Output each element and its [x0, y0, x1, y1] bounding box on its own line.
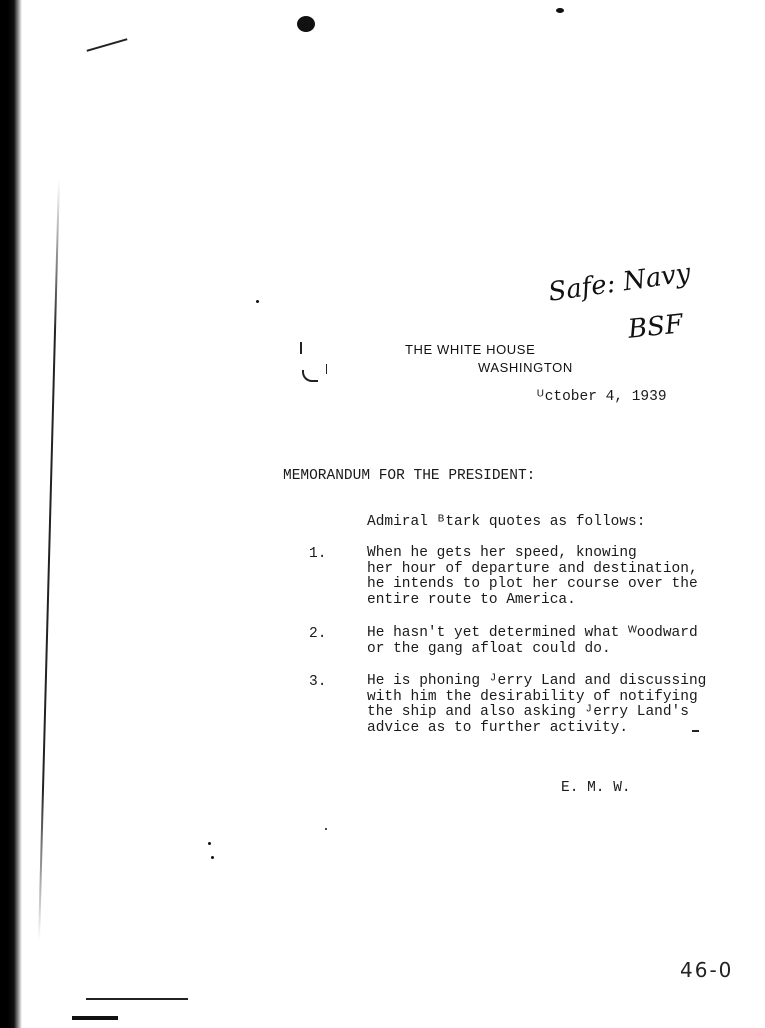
item-text: He is phoning ᴶerry Land and discussing with him the desirability of notifying the ship and also asking ᴶerry Land's advice as to further activity. — [367, 673, 707, 736]
stray-dash — [692, 730, 699, 732]
item-text: He hasn't yet determined what ᵂoodward or the gang afloat could do. — [367, 625, 698, 657]
bottom-stroke — [72, 1016, 118, 1020]
speck-mark — [556, 8, 564, 13]
item-number: 1. — [309, 546, 327, 562]
speck-mark — [211, 856, 214, 859]
memo-intro: Admiral ᴮtark quotes as follows: — [367, 514, 646, 530]
filing-note-handwriting: Safe: Navy — [546, 258, 693, 308]
item-number: 3. — [309, 674, 327, 690]
bottom-stroke — [86, 998, 188, 1000]
memo-date: ᵁctober 4, 1939 — [536, 389, 667, 405]
speck-mark — [208, 842, 211, 845]
punch-hole-mark — [297, 16, 315, 32]
margin-mark — [300, 342, 302, 354]
speck-mark — [325, 828, 327, 830]
speck-mark — [256, 300, 259, 303]
memo-heading: MEMORANDUM FOR THE PRESIDENT: — [283, 468, 536, 484]
margin-mark — [302, 370, 318, 382]
letterhead-subtitle: WASHINGTON — [478, 360, 573, 375]
letterhead-title: THE WHITE HOUSE — [405, 342, 536, 357]
scan-edge-shadow — [0, 0, 22, 1028]
page-number-handwriting: 46-0 — [680, 958, 734, 982]
initials-handwriting: BSF — [626, 309, 685, 345]
scan-fold-line — [38, 180, 60, 940]
item-text: When he gets her speed, knowing her hour of departure and destination, he intends to plot her course over the entire route to America. — [367, 545, 698, 608]
memo-signature: E. M. W. — [561, 780, 631, 796]
stray-stroke — [87, 38, 128, 51]
margin-mark — [326, 364, 327, 374]
item-number: 2. — [309, 626, 327, 642]
